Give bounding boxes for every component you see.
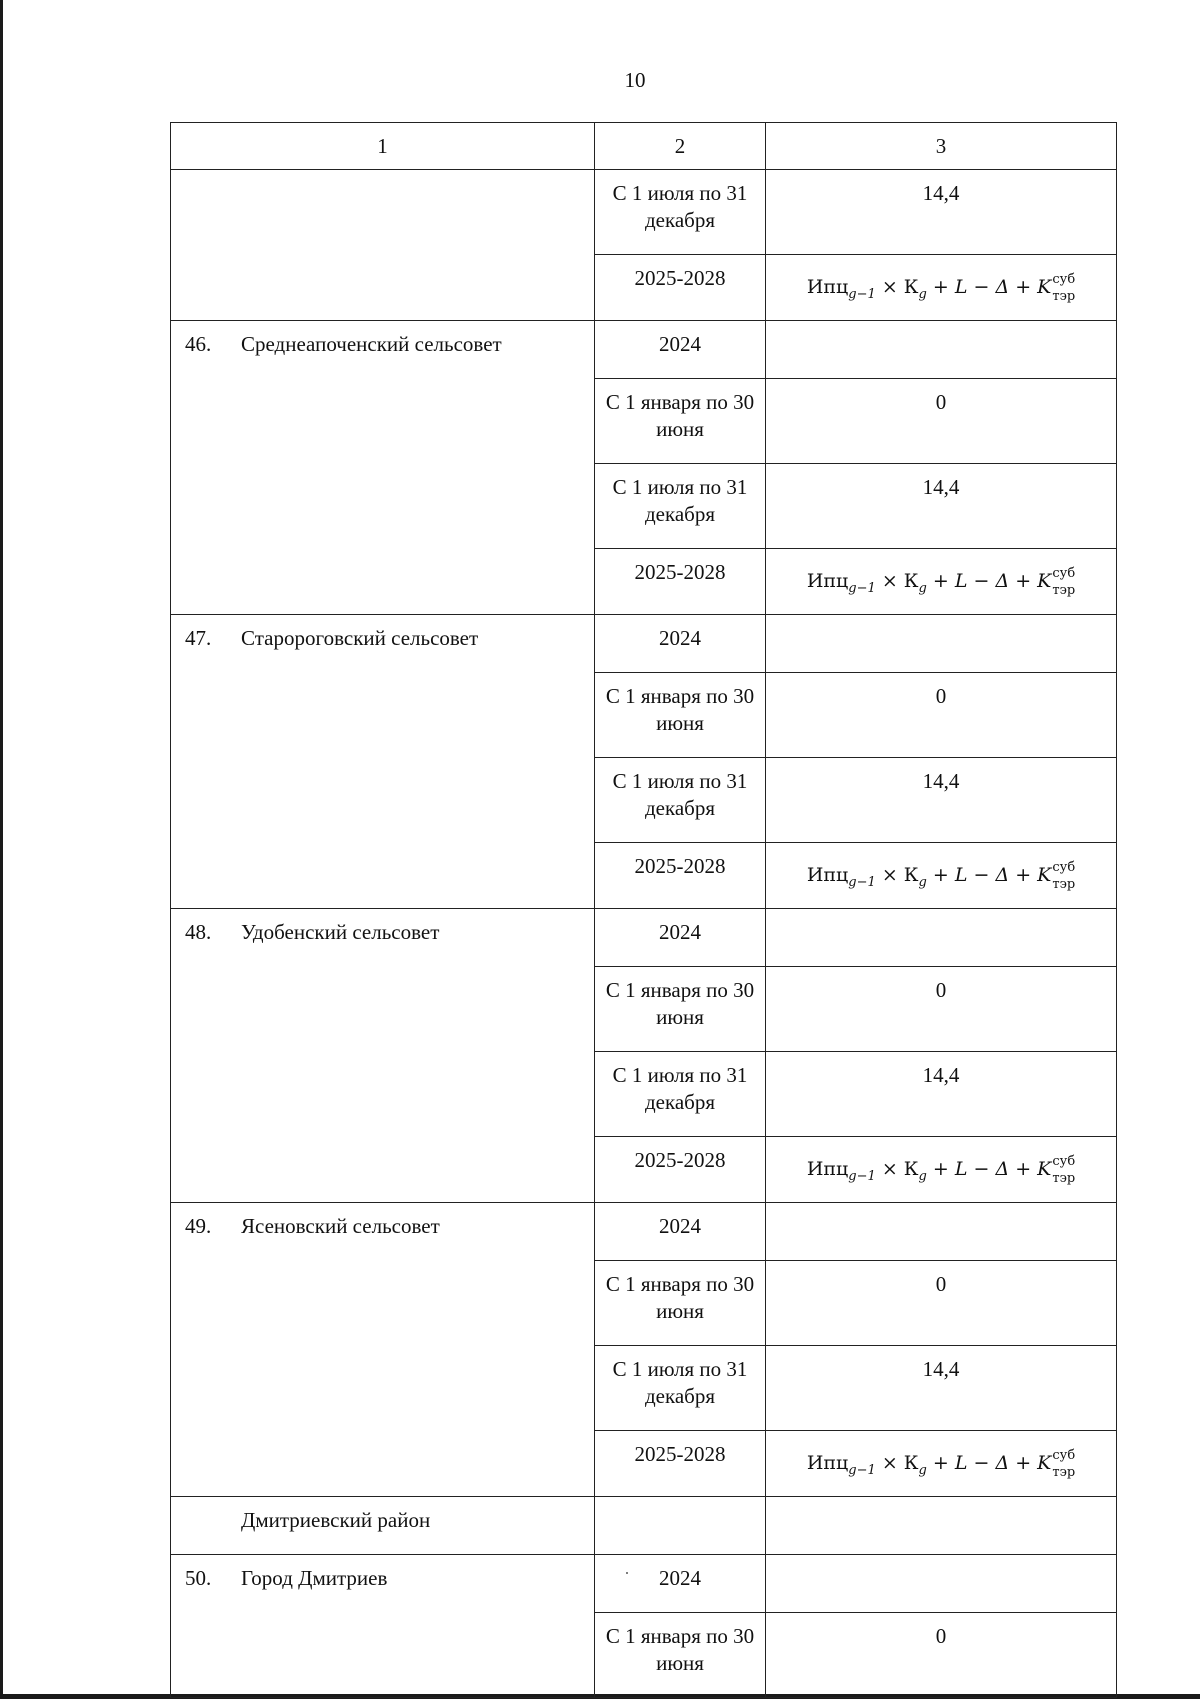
value-cell: 0 <box>766 379 1117 464</box>
formula-k: К <box>903 569 919 592</box>
formula-rest: + L − Δ + <box>926 863 1038 886</box>
formula-subsidy-sup: суб <box>1052 271 1076 287</box>
entity-number: 50. <box>185 1566 212 1590</box>
formula-rest: + L − Δ + <box>926 275 1038 298</box>
formula-k-subscript: g <box>918 1462 927 1478</box>
table-row <box>171 1555 1117 1613</box>
formula-main: Ипц <box>806 863 849 886</box>
entity-number: 47. <box>185 626 212 650</box>
period-cell: С 1 июля по 31 декабря <box>595 758 766 843</box>
period-cell: С 1 января по 30 июня <box>595 967 766 1052</box>
period-cell: 2025-2028 <box>595 255 766 321</box>
formula-main: Ипц <box>806 569 849 592</box>
formula-subsidy-sub: тэр <box>1052 582 1076 598</box>
value-cell: 0 <box>766 1613 1117 1698</box>
growth-formula <box>806 1153 1076 1186</box>
formula-subsidy-indices <box>1052 1447 1076 1480</box>
formula-subsidy-sup: суб <box>1052 1153 1076 1169</box>
period-cell: 2024 <box>595 321 766 379</box>
period-cell: 2024 <box>595 1203 766 1261</box>
table-row <box>171 909 1117 967</box>
scan-speck <box>626 1572 628 1574</box>
growth-formula <box>806 859 1076 892</box>
tariff-table <box>170 122 1117 1698</box>
value-cell <box>766 1555 1117 1613</box>
period-cell: 2024 <box>595 615 766 673</box>
growth-formula <box>806 271 1076 304</box>
period-cell: С 1 января по 30 июня <box>595 1613 766 1698</box>
formula-subsidy-sub: тэр <box>1052 1170 1076 1186</box>
entity-name: Среднеапоченский сельсовет <box>241 332 502 356</box>
growth-formula <box>806 1447 1076 1480</box>
formula-times: × <box>875 1157 904 1180</box>
table-row <box>171 1203 1117 1261</box>
page-number: 10 <box>624 68 646 92</box>
period-cell: С 1 июля по 31 декабря <box>595 464 766 549</box>
value-cell <box>766 615 1117 673</box>
period-cell: 2025-2028 <box>595 1431 766 1497</box>
formula-subsidy-k: K <box>1037 1157 1052 1180</box>
formula-subsidy-indices <box>1052 271 1076 304</box>
value-cell <box>766 1203 1117 1261</box>
formula-main-subscript: g−1 <box>848 580 876 596</box>
table-row <box>171 615 1117 673</box>
period-cell: С 1 января по 30 июня <box>595 379 766 464</box>
value-cell <box>766 1431 1117 1497</box>
period-cell: С 1 июля по 31 декабря <box>595 1346 766 1431</box>
formula-subsidy-sub: тэр <box>1052 1464 1076 1480</box>
period-cell: 2024 <box>595 1555 766 1613</box>
value-cell: 14,4 <box>766 1052 1117 1137</box>
growth-formula <box>806 565 1076 598</box>
period-cell: С 1 июля по 31 декабря <box>595 1052 766 1137</box>
formula-k-subscript: g <box>918 580 927 596</box>
formula-rest: + L − Δ + <box>926 1451 1038 1474</box>
formula-k: К <box>903 1157 919 1180</box>
district-row <box>171 1497 1117 1555</box>
formula-subsidy-k: K <box>1037 1451 1052 1474</box>
period-cell: 2025-2028 <box>595 1137 766 1203</box>
formula-k: К <box>903 275 919 298</box>
formula-subsidy-indices <box>1052 565 1076 598</box>
formula-times: × <box>875 863 904 886</box>
formula-main: Ипц <box>806 1157 849 1180</box>
formula-main-subscript: g−1 <box>848 286 876 302</box>
period-cell: 2024 <box>595 909 766 967</box>
formula-k-subscript: g <box>918 286 927 302</box>
formula-rest: + L − Δ + <box>926 1157 1038 1180</box>
empty-cell <box>766 1497 1117 1555</box>
column-header-1: 1 <box>171 123 595 170</box>
district-name: Дмитриевский район <box>171 1497 595 1555</box>
formula-rest: + L − Δ + <box>926 569 1038 592</box>
period-cell: С 1 января по 30 июня <box>595 1261 766 1346</box>
table-row <box>171 321 1117 379</box>
formula-times: × <box>875 1451 904 1474</box>
formula-subsidy-k: K <box>1037 275 1052 298</box>
value-cell: 14,4 <box>766 1346 1117 1431</box>
formula-main-subscript: g−1 <box>848 874 876 890</box>
formula-main-subscript: g−1 <box>848 1168 876 1184</box>
value-cell: 0 <box>766 967 1117 1052</box>
column-header-3: 3 <box>766 123 1117 170</box>
value-cell: 14,4 <box>766 464 1117 549</box>
formula-times: × <box>875 569 904 592</box>
period-cell: С 1 июля по 31 декабря <box>595 170 766 255</box>
formula-subsidy-sup: суб <box>1052 1447 1076 1463</box>
value-cell <box>766 909 1117 967</box>
formula-subsidy-k: K <box>1037 569 1052 592</box>
formula-subsidy-sub: тэр <box>1052 876 1076 892</box>
formula-subsidy-sub: тэр <box>1052 288 1076 304</box>
entity-name: Город Дмитриев <box>241 1566 388 1590</box>
formula-main: Ипц <box>806 275 849 298</box>
value-cell: 14,4 <box>766 170 1117 255</box>
entity-cell <box>171 909 595 1203</box>
value-cell <box>766 843 1117 909</box>
formula-subsidy-indices <box>1052 859 1076 892</box>
entity-number: 48. <box>185 920 212 944</box>
value-cell: 0 <box>766 1261 1117 1346</box>
value-cell: 14,4 <box>766 758 1117 843</box>
value-cell <box>766 255 1117 321</box>
entity-cell <box>171 170 595 321</box>
entity-cell <box>171 1203 595 1497</box>
table-row <box>171 170 1117 255</box>
formula-subsidy-sup: суб <box>1052 859 1076 875</box>
formula-k-subscript: g <box>918 874 927 890</box>
period-cell: 2025-2028 <box>595 843 766 909</box>
formula-subsidy-sup: суб <box>1052 565 1076 581</box>
entity-name: Старороговский сельсовет <box>241 626 479 650</box>
empty-cell <box>595 1497 766 1555</box>
column-header-2: 2 <box>595 123 766 170</box>
formula-k: К <box>903 1451 919 1474</box>
formula-times: × <box>875 275 904 298</box>
value-cell: 0 <box>766 673 1117 758</box>
entity-cell <box>171 615 595 909</box>
formula-subsidy-indices <box>1052 1153 1076 1186</box>
formula-main: Ипц <box>806 1451 849 1474</box>
entity-cell <box>171 1555 595 1698</box>
period-cell: 2025-2028 <box>595 549 766 615</box>
period-cell: С 1 января по 30 июня <box>595 673 766 758</box>
entity-name: Ясеновский сельсовет <box>241 1214 440 1238</box>
formula-subsidy-k: K <box>1037 863 1052 886</box>
scan-edge-left <box>0 0 3 1699</box>
entity-number: 46. <box>185 332 212 356</box>
formula-main-subscript: g−1 <box>848 1462 876 1478</box>
formula-k-subscript: g <box>918 1168 927 1184</box>
formula-k: К <box>903 863 919 886</box>
value-cell <box>766 321 1117 379</box>
header-row <box>171 123 1117 170</box>
value-cell <box>766 1137 1117 1203</box>
entity-cell <box>171 321 595 615</box>
entity-number: 49. <box>185 1214 212 1238</box>
entity-name: Удобенский сельсовет <box>241 920 440 944</box>
value-cell <box>766 549 1117 615</box>
